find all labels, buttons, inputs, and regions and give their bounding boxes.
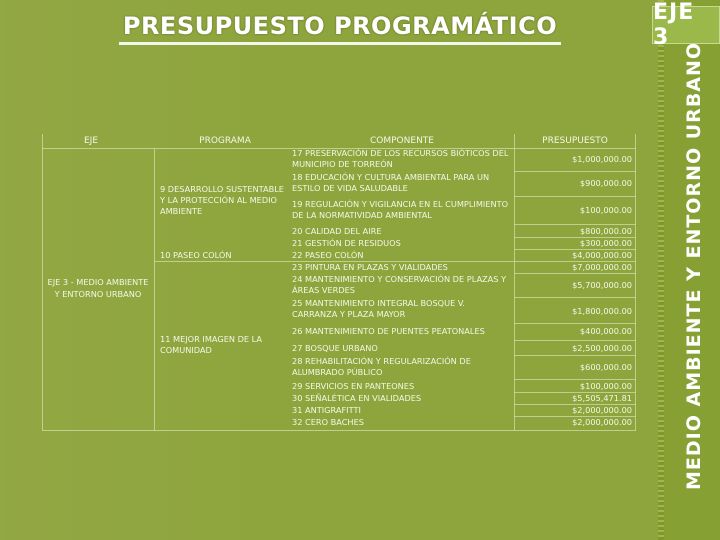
table-row-presupuesto: $100,000.00 xyxy=(579,381,632,391)
table-row-componente: 22 PASEO COLÓN xyxy=(292,250,364,260)
programa-cell: 10 PASEO COLÓN xyxy=(160,250,232,260)
row-divider xyxy=(514,379,636,380)
row-divider xyxy=(514,224,636,225)
programa-cell: 9 DESARROLLO SUSTENTABLE Y LA PROTECCIÓN AL MEDIO AMBIENTE xyxy=(160,184,284,216)
table-row-presupuesto: $600,000.00 xyxy=(579,362,632,372)
table-row-presupuesto: $800,000.00 xyxy=(579,226,632,236)
table-row-presupuesto: $100,000.00 xyxy=(579,205,632,215)
table-row-presupuesto: $5,700,000.00 xyxy=(572,280,632,290)
table-row-presupuesto: $900,000.00 xyxy=(579,178,632,188)
page-title xyxy=(0,12,680,45)
table-bottom-line xyxy=(42,430,636,431)
table-row-presupuesto: $400,000.00 xyxy=(579,326,632,336)
grid-line xyxy=(635,134,636,431)
table-row-presupuesto: $4,000,000.00 xyxy=(572,250,632,260)
row-divider xyxy=(514,340,636,341)
table-row-componente: 29 SERVICIOS EN PANTEONES xyxy=(292,381,415,391)
table-row-componente: 17 PRESERVACIÓN DE LOS RECURSOS BIÓTICOS DEL MUNICIPIO DE TORREÓN xyxy=(292,148,509,169)
programa-cell: 11 MEJOR IMAGEN DE LA COMUNIDAD xyxy=(160,334,263,355)
row-divider xyxy=(514,273,636,274)
row-divider xyxy=(514,171,636,172)
grid-line xyxy=(42,134,43,431)
row-divider xyxy=(514,323,636,324)
header-eje: EJE xyxy=(83,136,99,146)
table-row-componente: 30 SEÑALÉTICA EN VIALIDADES xyxy=(292,393,422,403)
table-row-presupuesto: $1,000,000.00 xyxy=(572,154,632,164)
table-row-componente: 21 GESTIÓN DE RESIDUOS xyxy=(292,238,401,248)
row-divider xyxy=(514,196,636,197)
table-row-componente: 31 ANTIGRAFITTI xyxy=(292,405,361,415)
side-vertical-label: MEDIO AMBIENTE Y ENTORNO URBANO xyxy=(683,41,705,490)
page-title-text: PRESUPUESTO PROGRAMÁTICO xyxy=(119,12,561,45)
table-row-componente: 25 MANTENIMIENTO INTEGRAL BOSQUE V. CARRANZA Y PLAZA MAYOR xyxy=(292,298,466,319)
grid-line xyxy=(514,134,515,431)
row-divider xyxy=(514,297,636,298)
axis-badge: EJE 3 xyxy=(652,6,720,44)
table-row-componente: 32 CERO BACHES xyxy=(292,417,364,427)
table-row-componente: 28 REHABILITACIÓN Y REGULARIZACIÓN DE ALUMBRADO PÚBLICO xyxy=(292,356,471,377)
table-row-componente: 20 CALIDAD DEL AIRE xyxy=(292,226,382,236)
budget-table xyxy=(42,134,636,431)
table-row-componente: 24 MANTENIMIENTO Y CONSERVACIÓN DE PLAZAS Y ÁREAS VERDES xyxy=(292,274,507,295)
row-divider xyxy=(514,355,636,356)
band-edge-decoration xyxy=(658,0,664,540)
table-row-componente: 27 BOSQUE URBANO xyxy=(292,343,378,353)
header-presupuesto: PRESUPUESTO xyxy=(542,136,608,146)
table-row-componente: 26 MANTENIMIENTO DE PUENTES PEATONALES xyxy=(292,326,485,336)
table-row-componente: 18 EDUCACIÓN Y CULTURA AMBIENTAL PARA UN ESTILO DE VIDA SALUDABLE xyxy=(292,172,490,193)
table-row-presupuesto: $2,000,000.00 xyxy=(572,405,632,415)
table-row-presupuesto: $7,000,000.00 xyxy=(572,262,632,272)
table-row-componente: 19 REGULACIÓN Y VIGILANCIA EN EL CUMPLIMIENTO DE LA NORMATIVIDAD AMBIENTAL xyxy=(292,199,509,220)
table-row-presupuesto: $5,505,471.81 xyxy=(572,393,632,403)
table-row-componente: 23 PINTURA EN PLAZAS Y VIALIDADES xyxy=(292,262,448,272)
header-programa: PROGRAMA xyxy=(199,136,251,146)
header-componente: COMPONENTE xyxy=(370,136,434,146)
table-row-presupuesto: $300,000.00 xyxy=(579,238,632,248)
eje-cell: EJE 3 - MEDIO AMBIENTE Y ENTORNO URBANO xyxy=(47,277,149,299)
table-row-presupuesto: $1,800,000.00 xyxy=(572,306,632,316)
grid-line xyxy=(154,148,155,431)
table-row-presupuesto: $2,000,000.00 xyxy=(572,417,632,427)
table-row-presupuesto: $2,500,000.00 xyxy=(572,343,632,353)
